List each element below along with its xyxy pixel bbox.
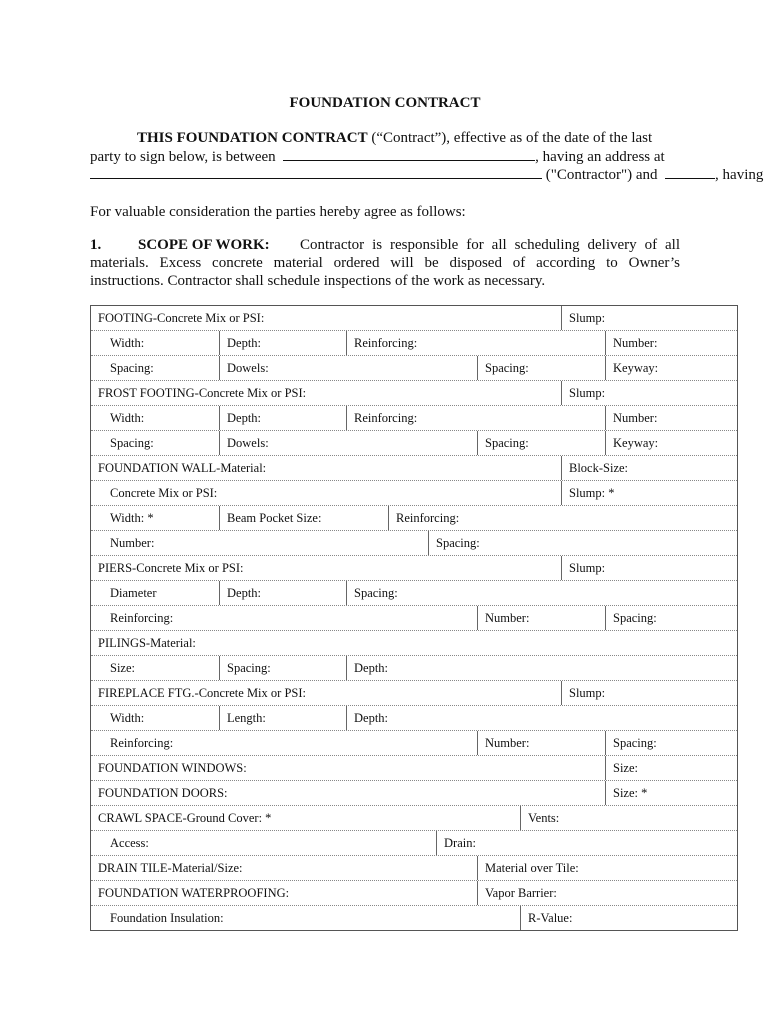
field-drain-tile-material-size[interactable]: DRAIN TILE-Material/Size: [98, 861, 243, 875]
intro-line-1 [137, 129, 652, 147]
field-depth[interactable]: Depth: [219, 581, 346, 605]
field-slump[interactable]: Slump: [561, 306, 737, 330]
table-row [91, 506, 737, 531]
table-row [91, 731, 737, 756]
intro-text: ("Contractor") and [542, 167, 662, 183]
table-row [91, 431, 737, 456]
field-reinforcing[interactable]: Reinforcing: [110, 611, 174, 625]
field-foundation-doors[interactable]: FOUNDATION DOORS: [98, 786, 228, 800]
field-foundation-waterproofing[interactable]: FOUNDATION WATERPROOFING: [98, 886, 290, 900]
field-reinforcing[interactable]: Reinforcing: [346, 406, 605, 430]
intro-text: , having [715, 167, 764, 183]
field-slump[interactable]: Slump: [561, 556, 737, 580]
field-width[interactable]: Width: [110, 711, 145, 725]
section-text: Contractor is responsible for all scheduling delivery of all [300, 237, 680, 253]
section-1-line-2: materials. Excess concrete material ordered will be disposed of according to Owner’s [90, 255, 680, 271]
table-row [91, 756, 737, 781]
field-reinforcing[interactable]: Reinforcing: [388, 506, 737, 530]
field-spacing[interactable]: Spacing: [477, 431, 605, 455]
field-beam-pocket-size[interactable]: Beam Pocket Size: [219, 506, 388, 530]
document-title: FOUNDATION CONTRACT [289, 95, 481, 111]
table-row [91, 456, 737, 481]
table-row [91, 406, 737, 431]
field-reinforcing[interactable]: Reinforcing: [110, 736, 174, 750]
table-row [91, 581, 737, 606]
field-number[interactable]: Number: [605, 406, 737, 430]
section-1-line-1 [90, 236, 680, 254]
field-access[interactable]: Access: [110, 836, 149, 850]
field-keyway[interactable]: Keyway: [605, 356, 737, 380]
table-row [91, 831, 737, 856]
table-row [91, 656, 737, 681]
table-row [91, 306, 737, 331]
intro-lead: THIS FOUNDATION CONTRACT [137, 130, 368, 146]
section-1-line-3: instructions. Contractor shall schedule inspections of the work as necessary. [90, 273, 546, 289]
intro-line-3 [90, 165, 763, 184]
field-vapor-barrier[interactable]: Vapor Barrier: [477, 881, 737, 905]
field-size[interactable]: Size: * [605, 781, 737, 805]
field-depth[interactable]: Depth: [346, 706, 737, 730]
field-number[interactable]: Number: [477, 731, 605, 755]
table-row [91, 531, 737, 556]
table-row [91, 356, 737, 381]
table-row [91, 381, 737, 406]
field-crawl-space-ground-cover[interactable]: CRAWL SPACE-Ground Cover: * [98, 811, 272, 825]
field-block-size[interactable]: Block-Size: [561, 456, 737, 480]
field-foundation-windows[interactable]: FOUNDATION WINDOWS: [98, 761, 247, 775]
field-piers-concrete-mix-or-psi[interactable]: PIERS-Concrete Mix or PSI: [98, 561, 244, 575]
field-number[interactable]: Number: [605, 331, 737, 355]
field-r-value[interactable]: R-Value: [520, 906, 737, 930]
field-number[interactable]: Number: [110, 536, 155, 550]
party-name-blank[interactable] [283, 147, 535, 161]
field-spacing[interactable]: Spacing: [110, 361, 154, 375]
table-row [91, 556, 737, 581]
table-row [91, 806, 737, 831]
field-footing-concrete-mix-or-psi[interactable]: FOOTING-Concrete Mix or PSI: [98, 311, 265, 325]
field-spacing[interactable]: Spacing: [219, 656, 346, 680]
field-spacing[interactable]: Spacing: [428, 531, 737, 555]
field-width[interactable]: Width: * [110, 511, 154, 525]
field-slump[interactable]: Slump: [561, 681, 737, 705]
table-row [91, 631, 737, 656]
field-depth[interactable]: Depth: [219, 331, 346, 355]
section-number: 1. [90, 237, 102, 253]
field-depth[interactable]: Depth: [346, 656, 737, 680]
intro-text: party to sign below, is between [90, 149, 276, 165]
owner-name-blank[interactable] [665, 165, 715, 179]
table-row [91, 906, 737, 930]
field-reinforcing[interactable]: Reinforcing: [346, 331, 605, 355]
field-spacing[interactable]: Spacing: [346, 581, 737, 605]
table-row [91, 856, 737, 881]
field-width[interactable]: Width: [110, 411, 145, 425]
table-row [91, 781, 737, 806]
intro-line-2 [90, 147, 665, 166]
table-row [91, 681, 737, 706]
table-row [91, 706, 737, 731]
field-concrete-mix-or-psi[interactable]: Concrete Mix or PSI: [110, 486, 218, 500]
field-depth[interactable]: Depth: [219, 406, 346, 430]
scope-of-work-table [90, 305, 738, 931]
field-foundation-insulation[interactable]: Foundation Insulation: [110, 911, 224, 925]
field-spacing[interactable]: Spacing: [605, 606, 737, 630]
section-heading: SCOPE OF WORK: [138, 237, 270, 253]
field-frost-footing-concrete-mix-or-psi[interactable]: FROST FOOTING-Concrete Mix or PSI: [98, 386, 307, 400]
field-length[interactable]: Length: [219, 706, 346, 730]
field-material-over-tile[interactable]: Material over Tile: [477, 856, 737, 880]
field-dowels[interactable]: Dowels: [219, 431, 477, 455]
table-row [91, 331, 737, 356]
field-fireplace-ftg-concrete-mix-or-psi[interactable]: FIREPLACE FTG.-Concrete Mix or PSI: [98, 686, 306, 700]
field-drain[interactable]: Drain: [436, 831, 737, 855]
field-number[interactable]: Number: [477, 606, 605, 630]
field-slump[interactable]: Slump: [561, 381, 737, 405]
table-row [91, 481, 737, 506]
intro-text: , having an address at [535, 149, 665, 165]
field-dowels[interactable]: Dowels: [219, 356, 477, 380]
table-row [91, 881, 737, 906]
field-spacing[interactable]: Spacing: [477, 356, 605, 380]
field-spacing[interactable]: Spacing: [605, 731, 737, 755]
field-keyway[interactable]: Keyway: [605, 431, 737, 455]
field-spacing[interactable]: Spacing: [110, 436, 154, 450]
intro-text: (“Contract”), effective as of the date of the last [367, 130, 653, 146]
field-slump[interactable]: Slump: * [561, 481, 737, 505]
contractor-address-blank[interactable] [90, 165, 542, 179]
field-diameter[interactable]: Diameter [110, 586, 157, 600]
field-vents[interactable]: Vents: [520, 806, 737, 830]
field-size[interactable]: Size: [110, 661, 135, 675]
table-row [91, 606, 737, 631]
field-pilings-material[interactable]: PILINGS-Material: [98, 636, 196, 650]
field-foundation-wall-material[interactable]: FOUNDATION WALL-Material: [98, 461, 267, 475]
field-width[interactable]: Width: [110, 336, 145, 350]
consideration-text: For valuable consideration the parties hereby agree as follows: [90, 204, 466, 220]
field-size[interactable]: Size: [605, 756, 737, 780]
